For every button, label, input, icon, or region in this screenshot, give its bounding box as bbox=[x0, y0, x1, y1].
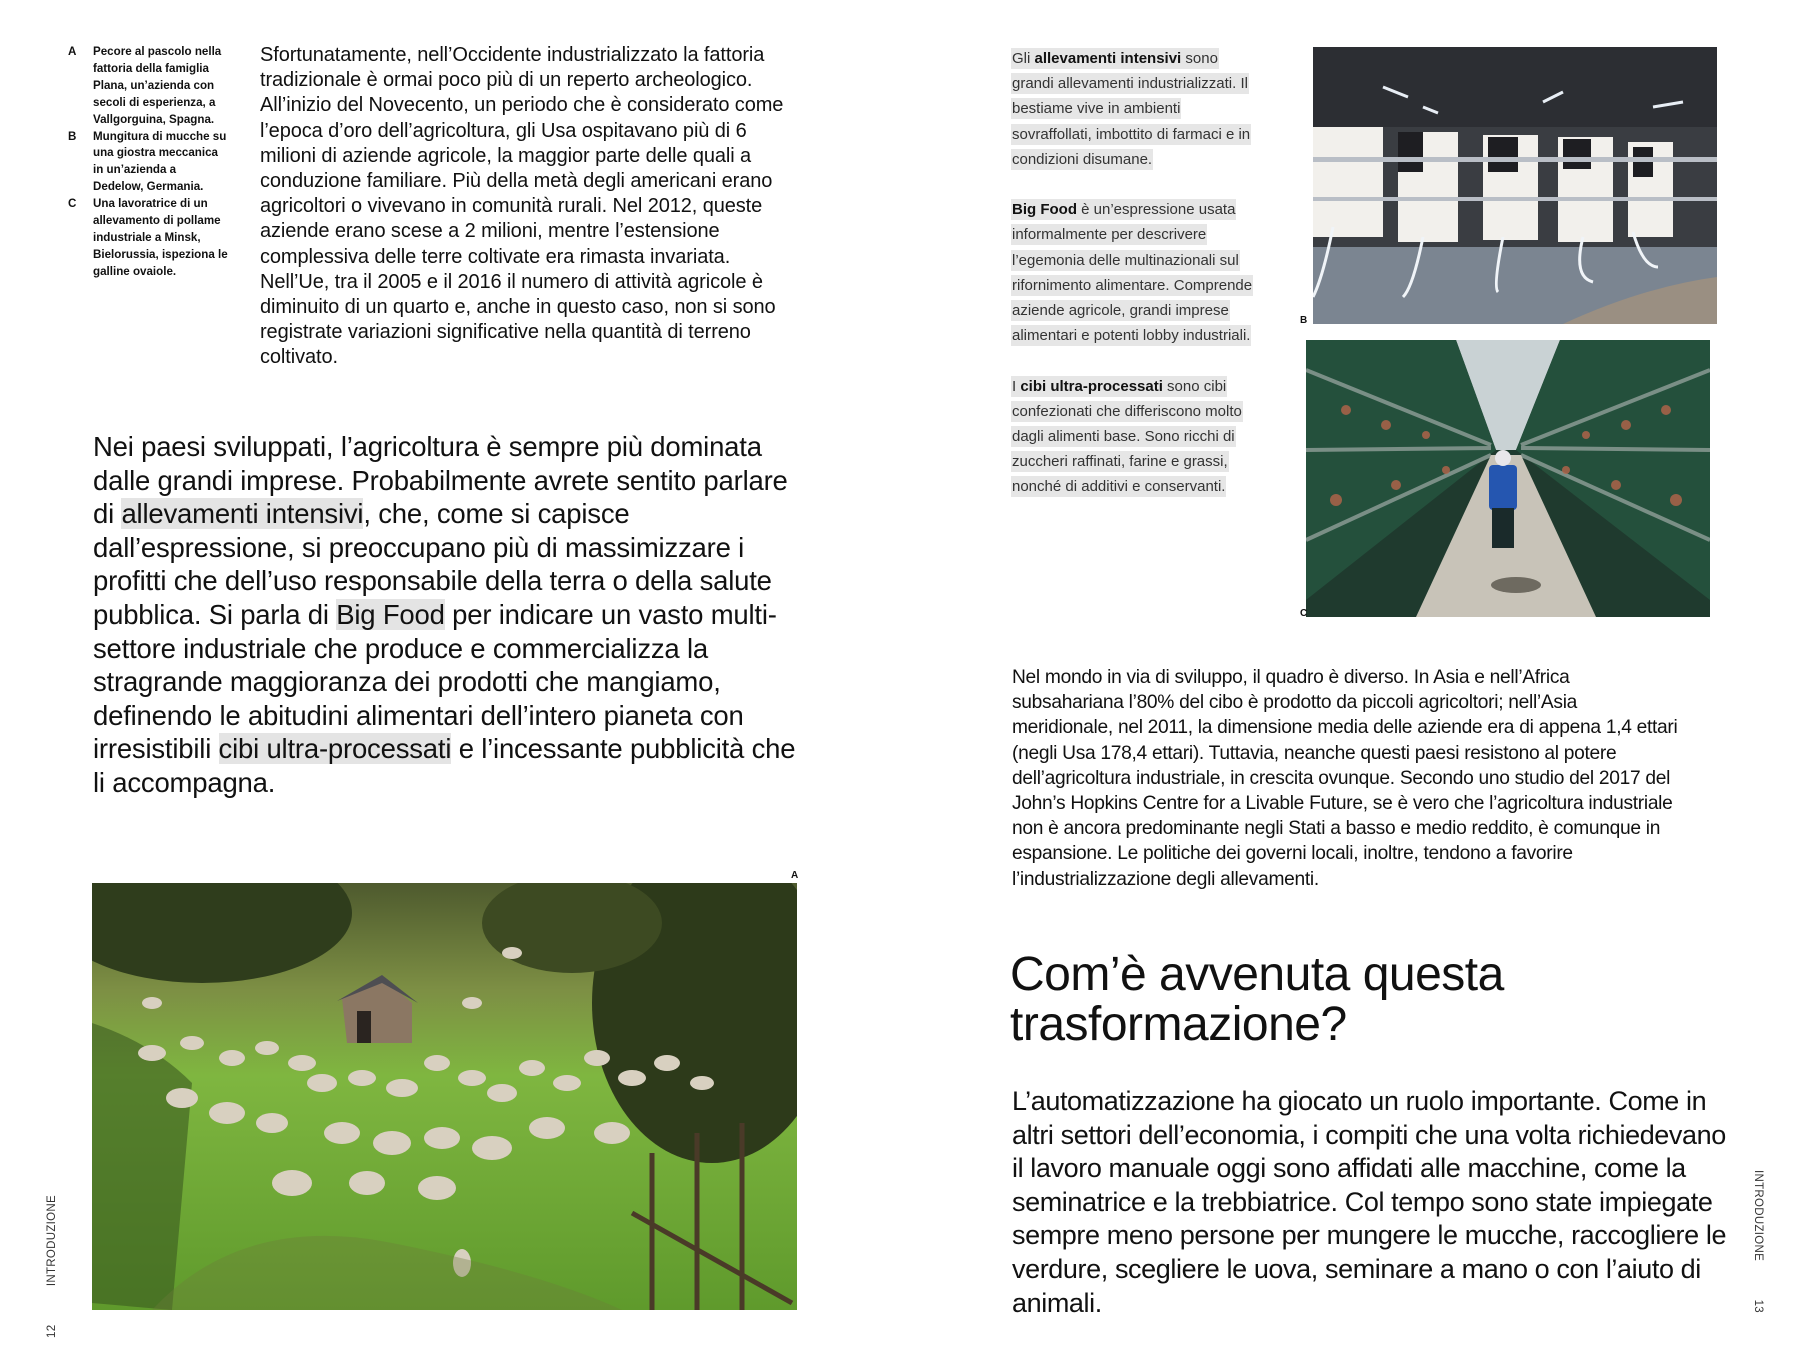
caption-a bbox=[68, 44, 228, 129]
glossary-definition: è un’espressione usata informalmente per descrivere l’egemonia delle multinazionali sul rifornimento alimentare. Comprende aziende agricole, grandi imprese alimentari e potenti lobby industriali. bbox=[1012, 201, 1253, 345]
glossary-pre: I bbox=[1012, 377, 1021, 395]
highlight-allevamenti-intensivi[interactable]: allevamenti intensivi bbox=[121, 498, 364, 530]
caption-text: Mungitura di mucche su una giostra meccanica in un’azienda a Dedelow, Germania. bbox=[93, 129, 227, 194]
glossary-term: allevamenti intensivi bbox=[1034, 50, 1182, 67]
milking-carousel-image bbox=[1313, 47, 1717, 324]
glossary-pre: Gli bbox=[1012, 50, 1035, 67]
glossary-definition: sono grandi allevamenti industrializzati. Il bestiame vive in ambienti sovraffollati, imbottito di farmaci e in condizioni disumane. bbox=[1012, 50, 1251, 168]
caption-letter: A bbox=[68, 45, 77, 58]
glossary-text bbox=[1011, 376, 1243, 498]
caption-b bbox=[68, 129, 228, 197]
photo-letter-c: C bbox=[1300, 608, 1308, 619]
caption-c bbox=[68, 196, 228, 281]
section-label: INTRODUZIONE bbox=[46, 1195, 58, 1287]
caption-letter: C bbox=[68, 197, 77, 211]
photo-milking-carousel bbox=[1313, 47, 1717, 324]
section-label: INTRODUZIONE bbox=[1752, 1170, 1764, 1262]
glossary-text bbox=[1011, 48, 1251, 170]
photo-letter-a: A bbox=[791, 870, 799, 881]
glossary-term: Big Food bbox=[1012, 201, 1077, 219]
sheep-pasture-image bbox=[92, 883, 797, 1310]
glossary-entry-big-food bbox=[1011, 197, 1261, 348]
glossary-text bbox=[1011, 199, 1253, 346]
photo-letter-b: B bbox=[1300, 315, 1308, 326]
caption-letter: B bbox=[68, 129, 77, 143]
glossary-term: cibi ultra-processati bbox=[1020, 377, 1163, 395]
photo-captions bbox=[68, 44, 228, 281]
body-paragraph-automation: L’automatizzazione ha giocato un ruolo importante. Come in altri settori dell’economia, i compiti che una volta richiedevano il lavoro manuale oggi sono affidati alle macchine, come la seminatrice e la trebbiatrice. Col tempo sono state impiegate sempre meno persone per mungere le mucche, raccogliere le verdure, scegliere le uova, seminare a mano o con l’aiuto di animali. bbox=[1012, 1086, 1727, 1318]
caption-text: Una lavoratrice di un allevamento di pollame industriale a Minsk, Bielorussia, ispeziona le galline ovaiole. bbox=[93, 197, 228, 278]
photo-poultry-farm bbox=[1306, 340, 1710, 617]
body-paragraph-right: Nel mondo in via di sviluppo, il quadro è diverso. In Asia e nell’Africa subsahariana l’80% del cibo è prodotto da piccoli agricoltori; nell’Asia meridionale, nel 2011, la dimensione media delle aziende era di appena 1,4 ettari (negli Usa 178,4 ettari). Tuttavia, neanche questi paesi resistono al potere dell’agricoltura industriale, in crescita ovunque. Secondo uno studio del 2017 del John’s Hopkins Centre for a Livable Future, se è vero che l’agricoltura industriale non è ancora predominante negli Stati a basso e medio reddito, è comunque in espansione. Le politiche dei governi locali, inoltre, tendono a favorire l’industrializzazione degli allevamenti. bbox=[1012, 667, 1678, 890]
lede-text: per indicare un vasto multi-settore industriale che produce e commercializza la stragrande maggioranza dei prodotti che mangiamo, definendo le abitudini alimentari dell’intero pianeta con irresistibili bbox=[93, 598, 777, 765]
running-footer-right bbox=[1752, 1170, 1764, 1313]
highlight-big-food[interactable]: Big Food bbox=[336, 598, 445, 630]
glossary-definition: sono cibi confezionati che differiscono molto dagli alimenti base. Sono ricchi di zuccheri raffinati, farine e grassi, nonché di additivi e conservanti. bbox=[1012, 377, 1242, 496]
glossary-entry-cibi-ultra-processati bbox=[1011, 374, 1261, 500]
lede-text: e l’incessante pubblicità che li accompagna. bbox=[93, 733, 796, 798]
lede-paragraph bbox=[93, 430, 813, 800]
lede-text: , che, come si capisce dall’espressione, si preoccupano più di massimizzare i profitti che dell’uso responsabile della terra o della salute pubblica. Si parla di bbox=[93, 498, 772, 630]
highlight-cibi-ultra-processati[interactable]: cibi ultra-processati bbox=[218, 733, 452, 765]
page-number: 13 bbox=[1752, 1299, 1764, 1313]
caption-text: Pecore al pascolo nella fattoria della famiglia Plana, un’azienda con secoli di esperienza, a Vallgorguina, Spagna. bbox=[93, 45, 222, 126]
poultry-farm-image bbox=[1306, 340, 1710, 617]
page-number: 12 bbox=[46, 1324, 58, 1338]
running-footer-left bbox=[46, 1195, 58, 1338]
glossary-sidebar bbox=[1011, 46, 1261, 525]
section-heading: Com’è avvenuta questa trasformazione? bbox=[1010, 948, 1504, 1051]
glossary-entry-allevamenti-intensivi bbox=[1011, 46, 1261, 172]
lede-text: Nei paesi sviluppati, l’agricoltura è sempre più dominata dalle grandi imprese. Probabilmente avrete sentito parlare di bbox=[93, 431, 788, 530]
photo-sheep-pasture bbox=[92, 883, 797, 1310]
body-paragraph-left: Sfortunatamente, nell’Occidente industrializzato la fattoria tradizionale è ormai poco più di un reperto archeologico. All’inizio del Novecento, un periodo che è considerato come l’epoca d’oro dell’agricoltura, gli Usa ospitavano più di 6 milioni di aziende agricole, la maggior parte delle quali a conduzione familiare. Più della metà degli americani erano agricoltori o vivevano in comunità rurali. Nel 2012, queste aziende erano scese a 2 milioni, mentre l’estensione complessiva delle terre coltivate era rimasta invariata. Nell’Ue, tra il 2005 e il 2016 il numero di attività agricole è diminuito di un quarto e, anche in questo caso, non si sono registrate variazioni significative nella quantità di terreno coltivato. bbox=[260, 44, 784, 369]
